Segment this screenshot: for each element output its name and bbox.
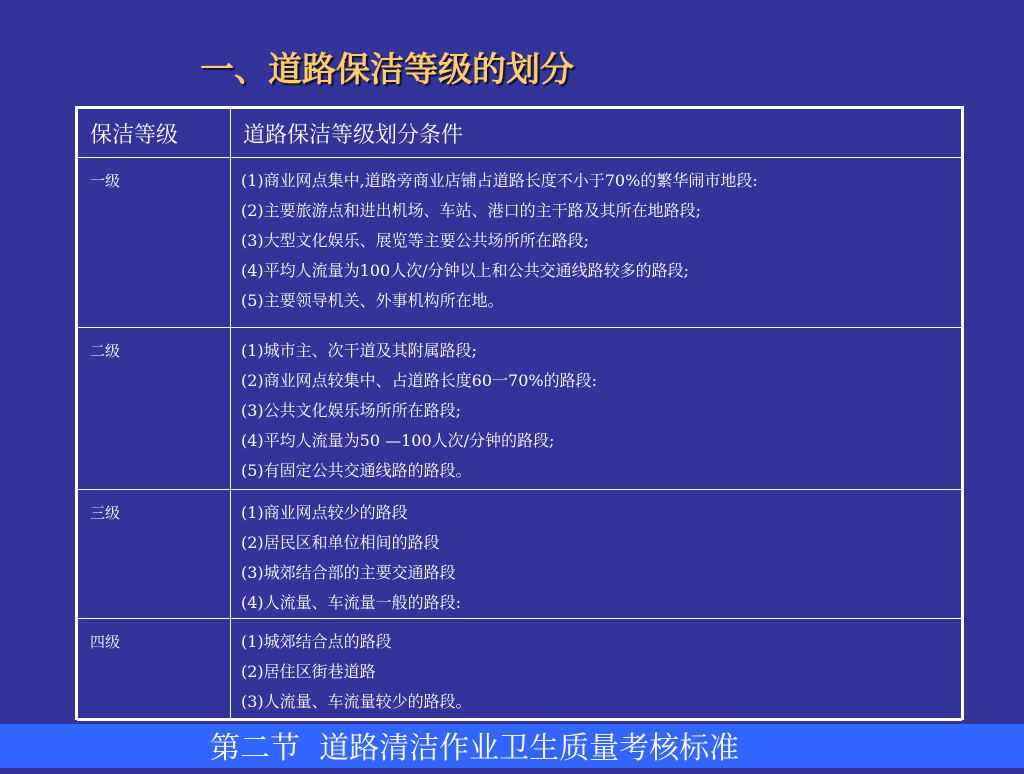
table-row: [78, 328, 962, 490]
cleaning-grade-table-frame: [75, 106, 964, 720]
condition-line: (2)居民区和单位相间的路段: [241, 533, 440, 552]
cleaning-grade-table: [77, 108, 962, 721]
condition-line: (3)人流量、车流量较少的路段。: [241, 692, 472, 711]
grade-cell: 一级: [78, 158, 231, 328]
condition-line: (1)商业网点集中,道路旁商业店铺占道路长度不小于70%的繁华闹市地段:: [241, 171, 758, 190]
condition-line: (4)平均人流量为50 —100人次/分钟的路段;: [241, 431, 555, 450]
condition-line: (5)有固定公共交通线路的路段。: [241, 461, 472, 480]
condition-line: (5)主要领导机关、外事机构所在地。: [241, 291, 504, 310]
conditions-cell: [231, 619, 962, 721]
condition-line: (4)人流量、车流量一般的路段:: [241, 593, 462, 612]
condition-line: (3)城郊结合部的主要交通路段: [241, 563, 456, 582]
grade-cell: 二级: [78, 328, 231, 490]
table-row: [78, 619, 962, 721]
condition-line: (1)城市主、次干道及其附属路段;: [241, 341, 478, 360]
table-row: [78, 490, 962, 619]
condition-line: (3)大型文化娱乐、展览等主要公共场所所在路段;: [241, 231, 590, 250]
footer-section-title: 第二节 道路清洁作业卫生质量考核标准: [210, 731, 740, 766]
condition-line: (2)商业网点较集中、占道路长度60一70%的路段:: [241, 371, 597, 390]
table-row: [78, 158, 962, 328]
conditions-cell: [231, 490, 962, 619]
header-grade: 保洁等级: [78, 109, 231, 158]
condition-line: (4)平均人流量为100人次/分钟以上和公共交通线路较多的路段;: [241, 261, 689, 280]
conditions-cell: [231, 158, 962, 328]
grade-cell: 四级: [78, 619, 231, 721]
condition-line: (2)主要旅游点和进出机场、车站、港口的主干路及其所在地路段;: [241, 201, 702, 220]
grade-cell: 三级: [78, 490, 231, 619]
condition-line: (1)城郊结合点的路段: [241, 632, 392, 651]
conditions-cell: [231, 328, 962, 490]
header-conditions: 道路保洁等级划分条件: [231, 109, 962, 158]
condition-line: (3)公共文化娱乐场所所在路段;: [241, 401, 462, 420]
slide-title: 一、道路保洁等级的划分: [200, 50, 574, 90]
condition-line: (2)居住区街巷道路: [241, 662, 376, 681]
condition-line: (1)商业网点较少的路段: [241, 503, 408, 522]
table-header-row: [78, 109, 962, 158]
